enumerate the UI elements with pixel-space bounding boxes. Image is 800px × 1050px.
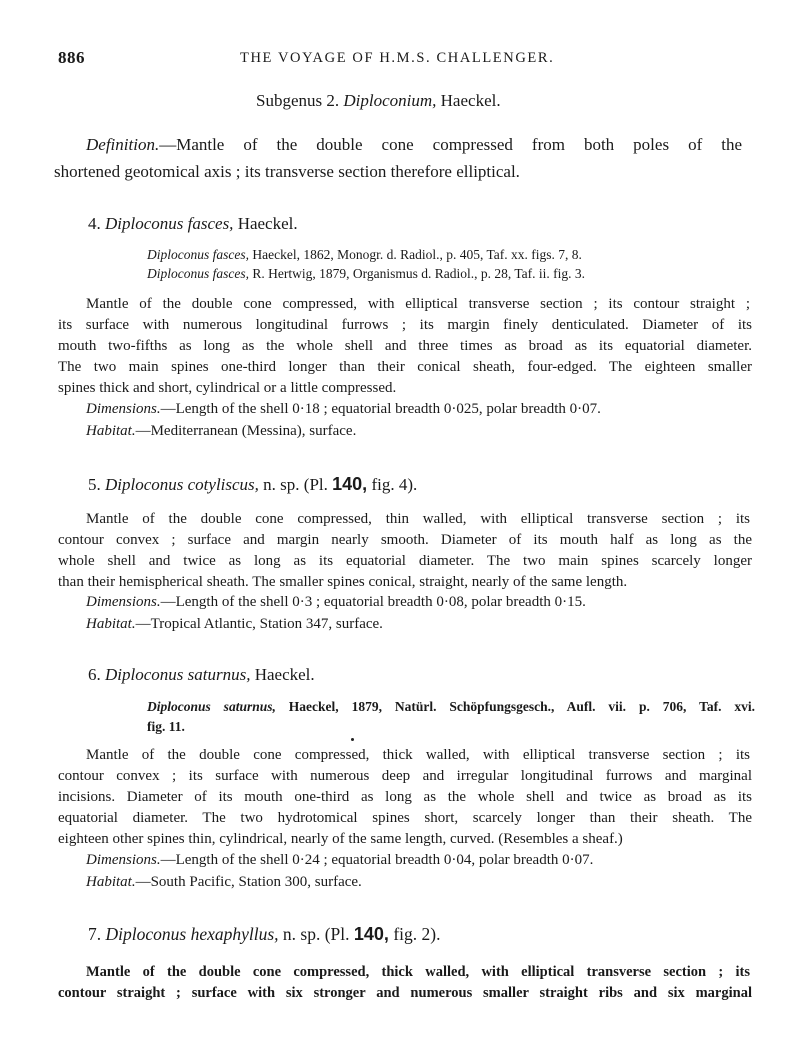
species-number: 4. <box>88 214 101 233</box>
description-line: Mantle of the double cone compressed, thick walled, with elliptical transverse section ; its <box>86 964 750 980</box>
subgenus-author: Haeckel. <box>440 91 501 110</box>
dimensions-label: Dimensions. <box>86 594 161 610</box>
dimensions-value: —Length of the shell 0·18 ; equatorial breadth 0·025, polar breadth 0·07. <box>160 401 601 417</box>
dimensions-label: Dimensions. <box>86 852 161 868</box>
description-line: spines thick and short, cylindrical or a little compressed. <box>58 380 397 396</box>
dimensions-value: —Length of the shell 0·3 ; equatorial breadth 0·08, polar breadth 0·15. <box>160 594 586 610</box>
species-heading <box>88 474 417 495</box>
habitat-line <box>86 874 362 891</box>
habitat-label: Habitat. <box>86 874 136 890</box>
habitat-value: —South Pacific, Station 300, surface. <box>135 874 362 890</box>
species-author: Haeckel. <box>254 665 315 684</box>
dimensions-value: —Length of the shell 0·24 ; equatorial breadth 0·04, polar breadth 0·07. <box>160 852 594 868</box>
running-title: THE VOYAGE OF H.M.S. CHALLENGER. <box>240 50 555 66</box>
synonym-line <box>147 245 582 264</box>
description-line: equatorial diameter. The two hydrotomical spines short, scarcely longer than their sheath. The <box>58 810 752 826</box>
habitat-line <box>86 423 356 440</box>
print-speck <box>351 738 354 741</box>
species-heading <box>88 665 315 685</box>
description-line: eighteen other spines thin, cylindrical, nearly of the same length, curved. (Resembles a sheaf.) <box>58 831 623 847</box>
species-name: Diploconus cotyliscus, <box>105 475 259 494</box>
habitat-value: —Mediterranean (Messina), surface. <box>135 423 357 439</box>
description-line: contour convex ; surface and margin nearly smooth. Diameter of its mouth half as long as the <box>58 532 752 548</box>
habitat-label: Habitat. <box>86 616 136 632</box>
description-line: than their hemispherical sheath. The smaller spines conical, straight, nearly of the same length. <box>58 574 628 590</box>
species-author: n. sp. (Pl. <box>282 924 350 944</box>
description-line: contour convex ; its surface with numerous deep and irregular longitudinal furrows and marginal <box>58 768 752 784</box>
description-line: The two main spines one-third longer than their conical sheath, four-edged. The eighteen smaller <box>58 359 752 375</box>
definition-line-1: —Mantle of the double cone compressed from both poles of the <box>159 135 742 154</box>
description-line: contour straight ; surface with six stronger and numerous smaller straight ribs and six marginal <box>58 985 752 1001</box>
figure-ref: fig. 4). <box>371 475 418 494</box>
plate-number: 140, <box>332 474 368 494</box>
definition-paragraph <box>54 131 742 185</box>
species-author: n. sp. (Pl. <box>263 475 328 494</box>
definition-term: Definition. <box>86 135 160 154</box>
description-line: Mantle of the double cone compressed, with elliptical transverse section ; its contour straight ; <box>86 296 750 312</box>
synonym-reference: Haeckel, 1879, Natürl. Schöpfungsgesch., Aufl. vii. p. 706, Taf. xvi. <box>288 699 755 714</box>
species-heading <box>88 214 298 234</box>
figure-ref: fig. 2). <box>393 924 441 944</box>
subgenus-label: Subgenus 2. <box>256 91 340 110</box>
synonym-reference-cont: fig. 11. <box>147 719 185 734</box>
species-number: 6. <box>88 665 101 684</box>
dimensions-label: Dimensions. <box>86 401 161 417</box>
species-number: 7. <box>88 924 102 944</box>
dimensions-line <box>86 594 586 611</box>
subgenus-name: Diploconium, <box>343 91 437 110</box>
description-line: whole shell and twice as long as its equatorial diameter. The two main spines scarcely longer <box>58 553 752 569</box>
species-author: Haeckel. <box>237 214 298 233</box>
subgenus-heading <box>256 91 501 111</box>
description-line: mouth two-fifths as long as the whole shell and three times as broad as its equatorial diameter. <box>58 338 752 354</box>
synonym-line <box>147 697 755 716</box>
synonym-reference: Haeckel, 1862, Monogr. d. Radiol., p. 405, Taf. xx. figs. 7, 8. <box>252 247 582 262</box>
species-number: 5. <box>88 475 101 494</box>
dimensions-line <box>86 852 593 869</box>
habitat-label: Habitat. <box>86 423 136 439</box>
species-name: Diploconus hexaphyllus, <box>105 924 279 944</box>
species-heading <box>88 924 440 945</box>
synonym-line <box>147 264 585 283</box>
synonym-name: Diploconus fasces, <box>147 266 249 281</box>
definition-line-2: shortened geotomical axis ; its transverse section therefore elliptical. <box>54 162 520 181</box>
synonym-name: Diploconus saturnus, <box>147 699 276 714</box>
habitat-line <box>86 616 383 633</box>
habitat-value: —Tropical Atlantic, Station 347, surface. <box>135 616 383 632</box>
page-number: 886 <box>58 48 85 67</box>
description-line: Mantle of the double cone compressed, thin walled, with elliptical transverse section ; its <box>86 511 750 527</box>
description-line: Mantle of the double cone compressed, thick walled, with elliptical transverse section ; its <box>86 747 750 763</box>
dimensions-line <box>86 401 601 418</box>
synonym-name: Diploconus fasces, <box>147 247 249 262</box>
description-line: its surface with numerous longitudinal furrows ; its margin finely denticulated. Diameter of its <box>58 317 752 333</box>
species-name: Diploconus saturnus, <box>105 665 251 684</box>
species-name: Diploconus fasces, <box>105 214 234 233</box>
synonym-reference: R. Hertwig, 1879, Organismus d. Radiol., p. 28, Taf. ii. fig. 3. <box>252 266 586 281</box>
description-line: incisions. Diameter of its mouth one-third as long as the whole shell and twice as broad as its <box>58 789 752 805</box>
plate-number: 140, <box>353 924 389 944</box>
